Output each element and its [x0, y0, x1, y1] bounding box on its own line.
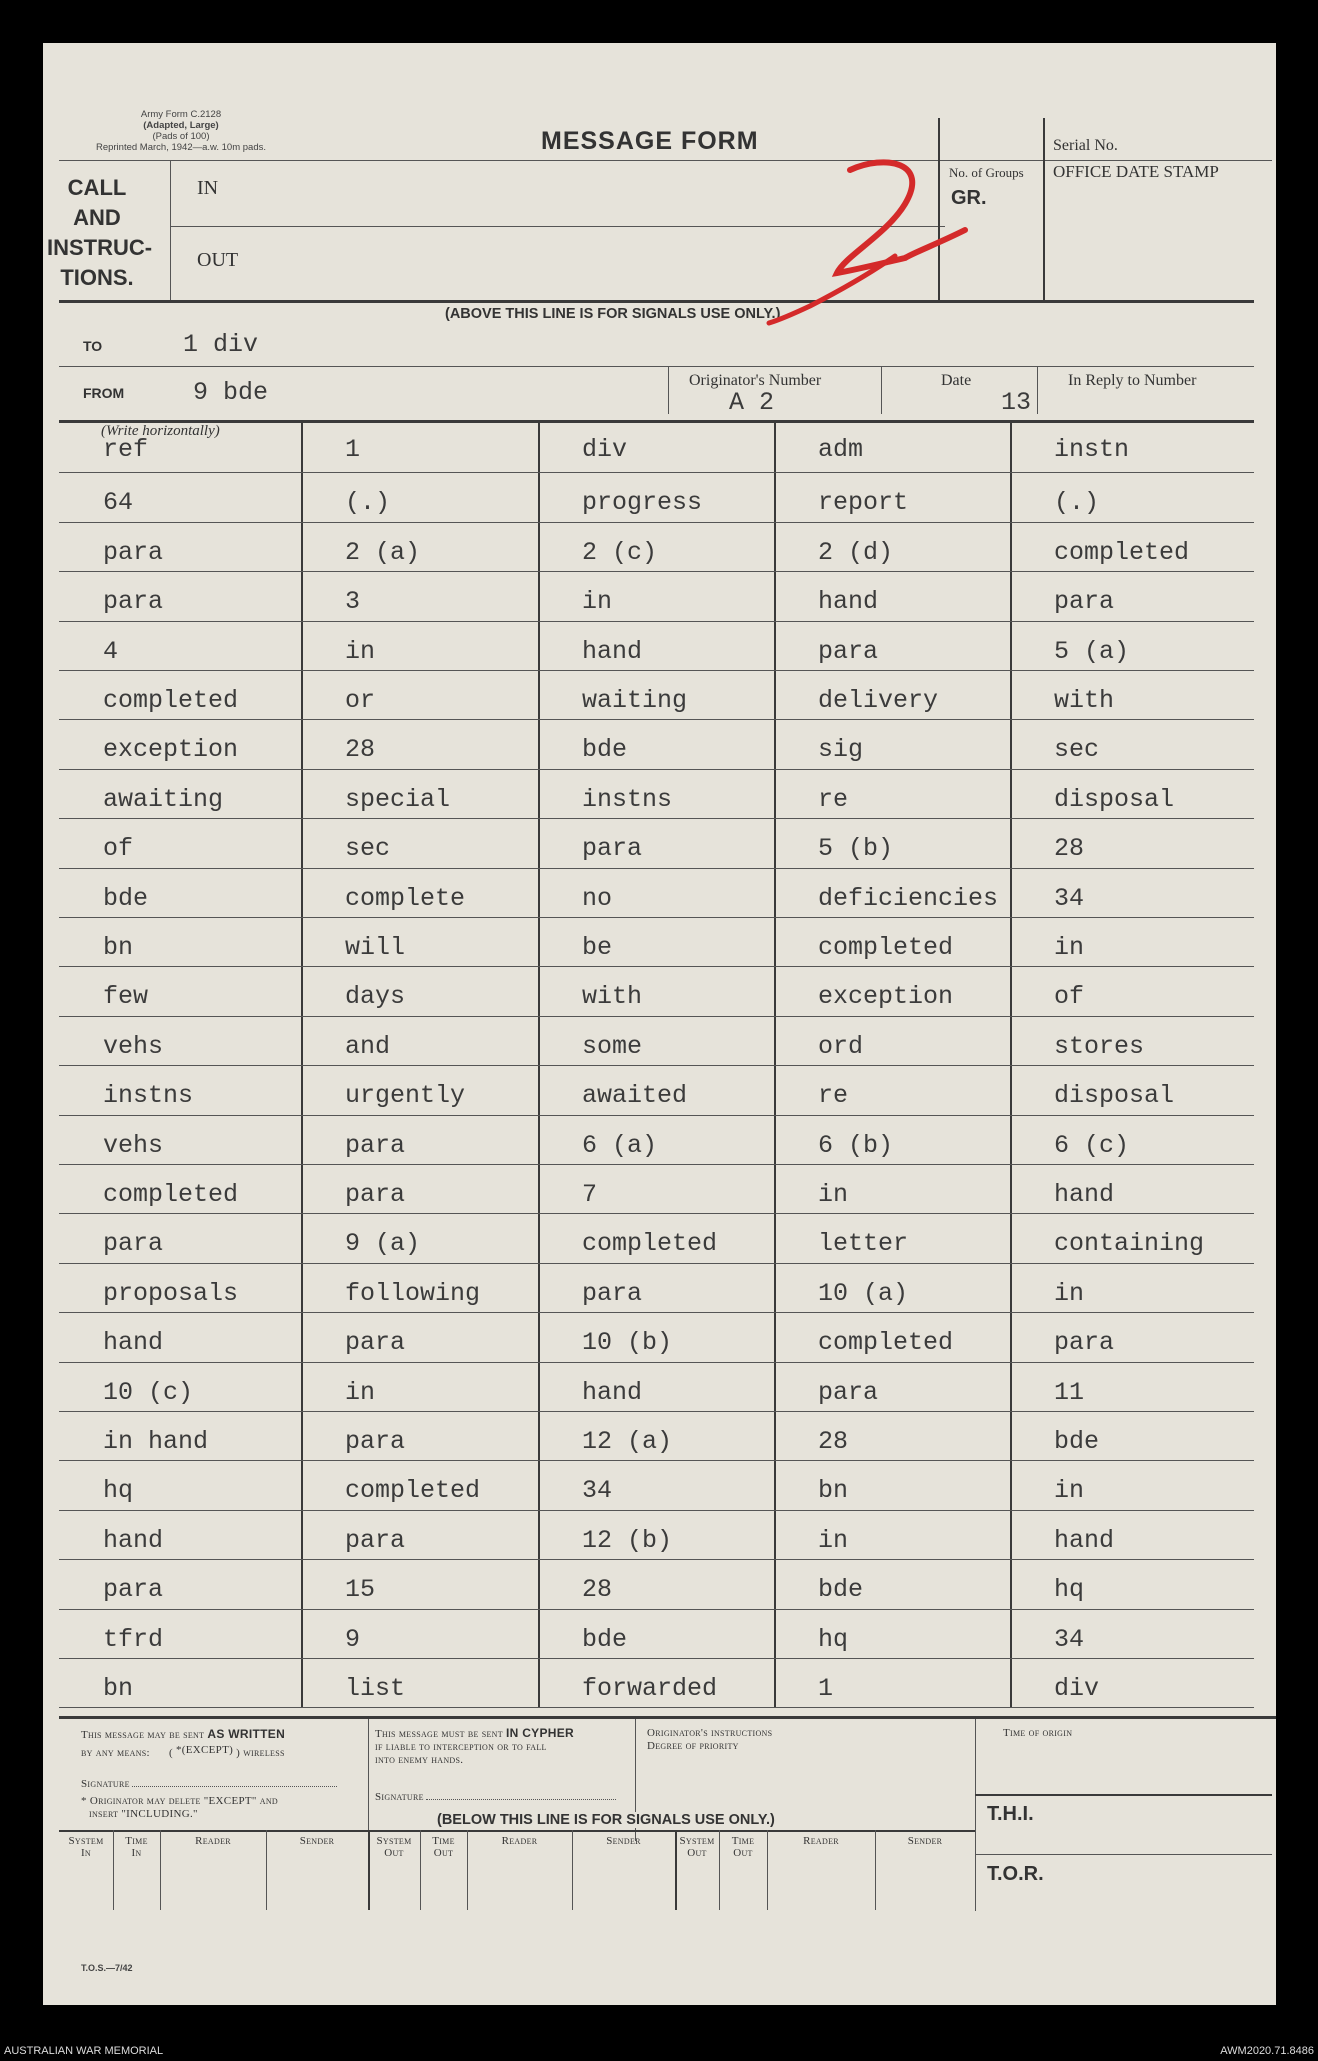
message-cell: vehs [103, 1131, 164, 1160]
footer-left: AUSTRALIAN WAR MEMORIAL [4, 2045, 164, 2057]
message-cell: para [345, 1180, 406, 1209]
grid-row-line [59, 571, 1254, 572]
message-cell: adm [818, 435, 864, 464]
signature-label: Signature [81, 1778, 130, 1790]
message-cell: 28 [1054, 834, 1085, 863]
grid-row-line [59, 1213, 1254, 1214]
signals-column-header-line: Sender [299, 1835, 335, 1847]
message-cell: no [582, 884, 613, 913]
signals-column-header-line: Reader [195, 1835, 231, 1847]
cypher-note [375, 1727, 635, 1767]
grid-row-line [59, 1411, 1254, 1412]
message-cell: 12 (a) [582, 1427, 673, 1456]
message-cell: para [1054, 587, 1115, 616]
message-cell: proposals [103, 1279, 239, 1308]
grid-row-line [59, 868, 1254, 869]
message-cell: bn [818, 1476, 849, 1505]
to-value: 1 div [183, 330, 259, 359]
signals-column-header [160, 1835, 266, 1847]
message-cell: hq [818, 1625, 849, 1654]
grid-row-line [59, 1510, 1254, 1511]
grid-row-line [59, 719, 1254, 720]
signals-column-header [875, 1835, 975, 1847]
signals-column-header-line: In [80, 1847, 92, 1859]
reply-label: In Reply to Number [1068, 372, 1197, 389]
message-cell: sig [818, 735, 864, 764]
message-cell: 34 [1054, 884, 1085, 913]
message-cell: in [1054, 933, 1085, 962]
message-cell: para [1054, 1328, 1115, 1357]
message-cell: disposal [1054, 785, 1175, 814]
call-divider [170, 160, 171, 300]
message-cell: of [103, 834, 134, 863]
message-cell: 6 (a) [582, 1131, 658, 1160]
bottom-divider-3 [975, 1719, 976, 1911]
signals-column-header [767, 1835, 875, 1847]
orig-divider [668, 366, 669, 414]
message-cell: para [818, 1378, 879, 1407]
message-cell: in [345, 637, 376, 666]
cypher-line: into enemy hands. [375, 1754, 464, 1766]
message-cell: special [345, 785, 451, 814]
call-line: TIONS. [60, 265, 134, 290]
message-cell: completed [582, 1229, 718, 1258]
cypher-emphasis: IN CYPHER [505, 1726, 575, 1740]
grid-row-line [59, 472, 1254, 473]
message-cell: 2 (d) [818, 538, 894, 567]
message-cell: hand [1054, 1180, 1115, 1209]
signals-column-header-line: Reader [501, 1835, 538, 1847]
grid-row-line [59, 1362, 1254, 1363]
message-cell: para [345, 1131, 406, 1160]
footer-right: AWM2020.71.8486 [1220, 2045, 1314, 2057]
message-cell: waiting [582, 686, 688, 715]
message-cell: 5 (a) [1054, 637, 1130, 666]
to-label: TO [83, 338, 103, 354]
message-cell: para [345, 1328, 406, 1357]
below-line [59, 1830, 975, 1832]
message-cell: and [345, 1032, 391, 1061]
thi-bottom-line [975, 1854, 1272, 1855]
message-cell: re [818, 1081, 849, 1110]
grid-row-line [59, 1164, 1254, 1165]
message-cell: para [103, 587, 164, 616]
date-divider [881, 366, 882, 414]
as-written-line: wireless [243, 1747, 285, 1759]
message-cell: sec [345, 834, 391, 863]
signals-column-header [675, 1835, 719, 1859]
message-cell: bde [818, 1575, 864, 1604]
from-value: 9 bde [193, 378, 269, 407]
message-cell: in [818, 1526, 849, 1555]
signature-1 [81, 1778, 337, 1790]
message-cell: with [1054, 686, 1115, 715]
message-cell: 1 [818, 1674, 834, 1703]
form-info-line: Army Form C.2128 [140, 109, 222, 120]
message-cell: completed [818, 933, 954, 962]
message-cell: 6 (b) [818, 1131, 894, 1160]
message-cell: letter [818, 1229, 909, 1258]
message-cell: 9 [345, 1625, 361, 1654]
signals-column-header-line: Out [687, 1847, 707, 1859]
signals-column-header-line: System [68, 1835, 104, 1847]
message-cell: hq [103, 1476, 134, 1505]
signals-column-header [719, 1835, 767, 1859]
message-cell: disposal [1054, 1081, 1175, 1110]
message-cell: ref [103, 435, 149, 464]
signals-column-header-line: Time [125, 1835, 148, 1847]
grid-row-line [59, 522, 1254, 523]
message-cell: completed [103, 1180, 239, 1209]
message-top-line [59, 420, 1254, 423]
message-cell: ord [818, 1032, 864, 1061]
form-info-line: (Pads of 100) [152, 131, 210, 142]
message-cell: hand [582, 637, 643, 666]
signature-label: Signature [375, 1791, 424, 1803]
message-cell: para [818, 637, 879, 666]
message-cell: 15 [345, 1575, 376, 1604]
message-cell: 2 (c) [582, 538, 658, 567]
message-cell: deficiencies [818, 884, 999, 913]
signals-column-header-line: Time [731, 1835, 755, 1847]
grid-row-line [59, 1707, 1254, 1708]
as-written-note [81, 1727, 371, 1759]
message-cell: 12 (b) [582, 1526, 673, 1555]
signals-column-header-line: Reader [803, 1835, 839, 1847]
message-cell: bn [103, 1674, 134, 1703]
message-cell: para [103, 1229, 164, 1258]
message-cell: in [345, 1378, 376, 1407]
form-info [61, 109, 301, 153]
message-cell: will [345, 933, 406, 962]
call-line: AND [73, 205, 121, 230]
in-label: IN [197, 177, 219, 199]
message-cell: re [818, 785, 849, 814]
call-instructions-label [47, 173, 153, 293]
message-cell: 10 (b) [582, 1328, 673, 1357]
message-cell: 2 (a) [345, 538, 421, 567]
message-cell: days [345, 982, 406, 1011]
message-cell: bde [582, 735, 628, 764]
message-cell: bde [582, 1625, 628, 1654]
grid-row-line [59, 1609, 1254, 1610]
message-cell: awaited [582, 1081, 688, 1110]
cypher-line: if liable to interception or to fall [375, 1741, 547, 1753]
signals-column-header-line: System [376, 1835, 412, 1847]
message-cell: complete [345, 884, 466, 913]
date-label: Date [941, 372, 972, 389]
as-written-line: by any means: [81, 1747, 150, 1759]
from-label: FROM [83, 385, 125, 401]
message-cell: para [345, 1427, 406, 1456]
message-cell: 7 [582, 1180, 598, 1209]
message-cell: 6 (c) [1054, 1131, 1130, 1160]
message-cell: completed [345, 1476, 481, 1505]
message-cell: 4 [103, 637, 119, 666]
message-cell: hq [1054, 1575, 1085, 1604]
tor-label: T.O.R. [987, 1863, 1044, 1885]
signals-column-header [420, 1835, 467, 1859]
signals-column-header-line: Sender [606, 1835, 641, 1847]
out-label: OUT [197, 249, 239, 271]
message-cell: 5 (b) [818, 834, 894, 863]
as-written-line: This message may be sent [81, 1729, 205, 1741]
call-line: INSTRUC- [47, 235, 153, 260]
thi-label: T.H.I. [987, 1803, 1034, 1825]
grid-row-line [59, 966, 1254, 967]
originator-note-line: insert "INCLUDING." [89, 1808, 198, 1820]
message-cell: (.) [345, 488, 391, 517]
message-cell: in [1054, 1476, 1085, 1505]
message-cell: in [818, 1180, 849, 1209]
message-cell: or [345, 686, 376, 715]
header-line [59, 160, 1272, 161]
signals-column-header-line: System [679, 1835, 715, 1847]
form-title: MESSAGE FORM [541, 127, 759, 155]
grid-row-line [59, 1263, 1254, 1264]
message-cell: in hand [103, 1427, 209, 1456]
message-cell: with [582, 982, 643, 1011]
message-cell: 10 (a) [818, 1279, 909, 1308]
message-cell: hand [818, 587, 879, 616]
message-cell: para [345, 1526, 406, 1555]
form-info-line: (Adapted, Large) [143, 120, 219, 131]
paren: ( [168, 1747, 173, 1759]
above-line-note: (ABOVE THIS LINE IS FOR SIGNALS USE ONLY.) [445, 306, 781, 322]
signals-column-header [59, 1835, 113, 1859]
message-cell: delivery [818, 686, 939, 715]
message-cell: urgently [345, 1081, 466, 1110]
signals-column-header-line: Out [733, 1847, 753, 1859]
grid-row-line [59, 621, 1254, 622]
message-cell: instn [1054, 435, 1130, 464]
signals-column-header-line: Time [432, 1835, 455, 1847]
message-cell: progress [582, 488, 703, 517]
message-cell: (.) [1054, 488, 1100, 517]
grid-row-line [59, 1460, 1254, 1461]
grid-row-line [59, 818, 1254, 819]
message-cell: in [582, 587, 613, 616]
reply-divider [1037, 366, 1038, 414]
thi-top-line [975, 1794, 1272, 1796]
signals-column-header-line: Out [433, 1847, 454, 1859]
to-line [59, 366, 1254, 367]
orig-instructions-label: Originator's instructions [647, 1727, 773, 1739]
signals-column-header [368, 1835, 420, 1859]
date-value: 13 [1001, 388, 1032, 417]
cypher-line: This message must be sent [375, 1728, 503, 1740]
message-cell: para [103, 1575, 164, 1604]
originator-number-value: A 2 [729, 388, 775, 417]
signals-column-header [572, 1835, 675, 1847]
signals-column-header-line: Out [384, 1847, 404, 1859]
message-cell: stores [1054, 1032, 1145, 1061]
groups-label: No. of Groups [949, 165, 1024, 180]
call-line: CALL [67, 175, 127, 200]
bottom-top-line [59, 1716, 1276, 1719]
message-cell: bde [1054, 1427, 1100, 1456]
handwritten-number [765, 148, 1005, 348]
message-cell: in [1054, 1279, 1085, 1308]
message-form-sheet [43, 43, 1276, 2005]
signature-2 [375, 1791, 616, 1803]
originator-number-label: Originator's Number [689, 372, 822, 389]
message-cell: exception [103, 735, 239, 764]
message-cell: completed [103, 686, 239, 715]
paren: ) [236, 1747, 241, 1759]
message-cell: report [818, 488, 909, 517]
message-cell: 11 [1054, 1378, 1085, 1407]
grid-row-line [59, 1312, 1254, 1313]
message-cell: sec [1054, 735, 1100, 764]
grid-row-line [59, 1065, 1254, 1066]
signals-column-header [467, 1835, 572, 1847]
signals-column-header [113, 1835, 160, 1859]
grid-row-line [59, 1658, 1254, 1659]
except-note: *(EXCEPT) [176, 1744, 234, 1756]
grid-row-line [59, 1016, 1254, 1017]
time-origin-label: Time of origin [1003, 1727, 1073, 1739]
message-cell: para [582, 1279, 643, 1308]
message-cell: some [582, 1032, 643, 1061]
office-stamp-label: OFFICE DATE STAMP [1053, 162, 1219, 181]
message-cell: 64 [103, 488, 134, 517]
message-cell: 1 [345, 435, 361, 464]
signals-column-header [266, 1835, 368, 1847]
message-cell: completed [818, 1328, 954, 1357]
grid-row-line [59, 1115, 1254, 1116]
message-cell: 28 [818, 1427, 849, 1456]
message-cell: completed [1054, 538, 1190, 567]
write-note: (Write horizontally) [101, 423, 220, 439]
message-cell: following [345, 1279, 481, 1308]
originator-instructions [647, 1727, 772, 1753]
message-cell: 9 (a) [345, 1229, 421, 1258]
message-cell: exception [818, 982, 954, 1011]
message-cell: hand [103, 1526, 164, 1555]
message-cell: hand [582, 1378, 643, 1407]
grid-row-line [59, 769, 1254, 770]
form-info-line: Reprinted March, 1942—a.w. 10m pads. [95, 142, 267, 153]
form-code: T.O.S.—7/42 [81, 1963, 133, 1973]
groups-value: GR. [951, 187, 987, 209]
message-cell: forwarded [582, 1674, 718, 1703]
originator-note-line: * Originator may delete "EXCEPT" and [81, 1795, 278, 1807]
message-cell: containing [1054, 1229, 1205, 1258]
message-cell: 34 [582, 1476, 613, 1505]
message-cell: 34 [1054, 1625, 1085, 1654]
message-cell: instns [103, 1081, 194, 1110]
grid-row-line [59, 670, 1254, 671]
message-cell: 28 [345, 735, 376, 764]
message-cell: tfrd [103, 1625, 164, 1654]
signals-column-header-line: In [131, 1847, 142, 1859]
message-cell: hand [103, 1328, 164, 1357]
message-cell: 10 (c) [103, 1378, 194, 1407]
grid-row-line [59, 917, 1254, 918]
message-cell: of [1054, 982, 1085, 1011]
as-written-emphasis: AS WRITTEN [207, 1727, 286, 1741]
signals-column-header-line: Sender [907, 1835, 943, 1847]
message-cell: be [582, 933, 613, 962]
below-line-note: (BELOW THIS LINE IS FOR SIGNALS USE ONLY.) [433, 1812, 779, 1828]
message-cell: 3 [345, 587, 361, 616]
stamp-divider [1043, 118, 1045, 301]
message-cell: bn [103, 933, 134, 962]
message-cell: 28 [582, 1575, 613, 1604]
message-cell: vehs [103, 1032, 164, 1061]
message-cell: para [103, 538, 164, 567]
originator-note [81, 1795, 278, 1821]
signals-line [59, 300, 1254, 303]
message-cell: bde [103, 884, 149, 913]
message-cell: hand [1054, 1526, 1115, 1555]
message-cell: few [103, 982, 149, 1011]
message-cell: para [582, 834, 643, 863]
message-cell: instns [582, 785, 673, 814]
message-cell: awaiting [103, 785, 224, 814]
degree-priority-label: Degree of priority [647, 1740, 739, 1752]
serial-label: Serial No. [1053, 137, 1118, 154]
message-cell: div [1054, 1674, 1100, 1703]
grid-row-line [59, 1559, 1254, 1560]
message-cell: div [582, 435, 628, 464]
message-cell: list [345, 1674, 406, 1703]
